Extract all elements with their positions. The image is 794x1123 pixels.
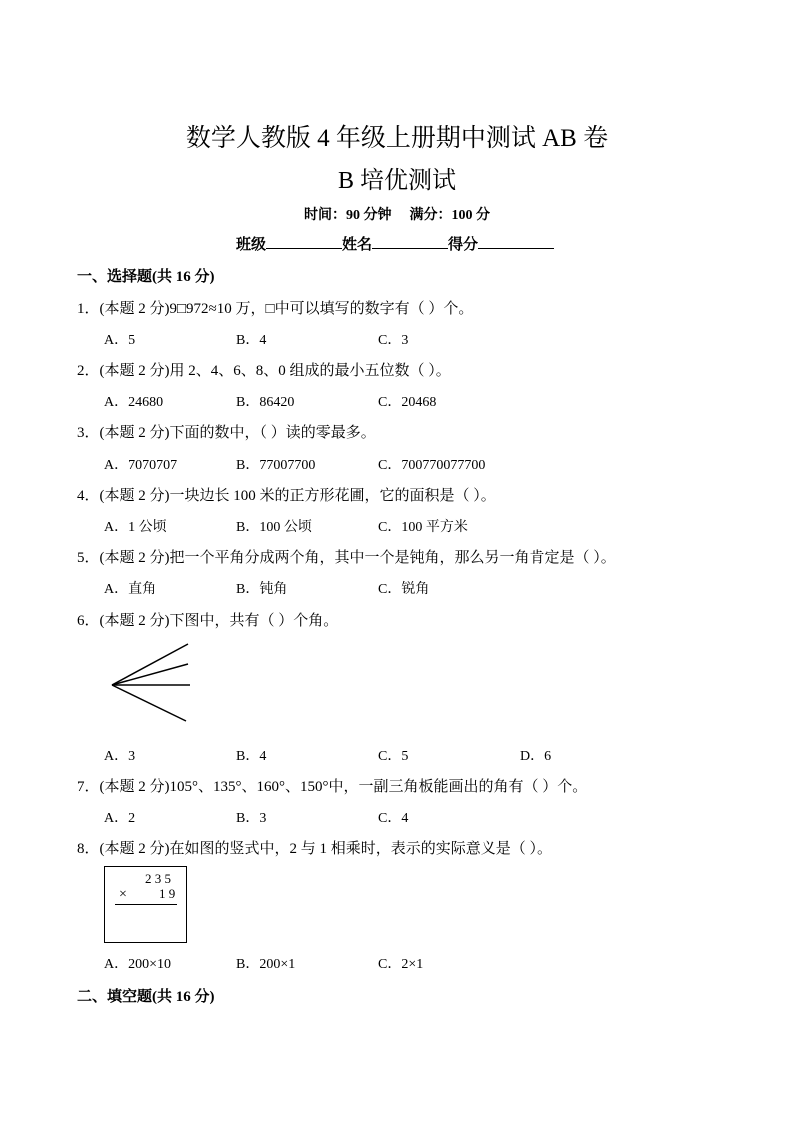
option[interactable]: A．3	[104, 749, 136, 764]
section-title: 一、选择题(共 16 分)	[77, 269, 215, 285]
option[interactable]: A．7070707	[104, 458, 178, 473]
option[interactable]: B．钝角	[236, 582, 288, 597]
option[interactable]: A．2	[104, 811, 136, 826]
option[interactable]: C．700770077700	[378, 458, 486, 473]
student-info-line	[236, 233, 554, 254]
times-sign: ×	[119, 887, 127, 902]
question-text: 4．(本题 2 分)一块边长 100 米的正方形花圃，它的面积是（ ）。	[77, 488, 496, 504]
multiplicand: 2 3 5	[145, 871, 171, 886]
option[interactable]: C．5	[378, 749, 409, 764]
option[interactable]: B．4	[236, 749, 267, 764]
option[interactable]: C．100 平方米	[378, 520, 468, 535]
option[interactable]: C．2×1	[378, 957, 424, 972]
ray	[112, 664, 188, 685]
vertical-multiplication-box	[104, 866, 187, 943]
option[interactable]: D．6	[520, 749, 552, 764]
exam-total-score: 满分：100 分	[409, 208, 490, 223]
section-title: 二、填空题(共 16 分)	[77, 989, 215, 1005]
option[interactable]: A．200×10	[104, 957, 172, 972]
option[interactable]: B．100 公顷	[236, 520, 312, 535]
page-title: 数学人教版 4 年级上册期中测试 AB 卷	[185, 125, 609, 152]
option[interactable]: C．20468	[378, 395, 437, 410]
option[interactable]: B．4	[236, 333, 267, 348]
option[interactable]: A．1 公顷	[104, 520, 167, 535]
multiplier: 1 9	[159, 886, 176, 901]
option[interactable]: B．86420	[236, 395, 295, 410]
question-text: 3．(本题 2 分)下面的数中，（ ）读的零最多。	[77, 425, 376, 441]
ray	[112, 685, 186, 721]
option[interactable]: B．77007700	[236, 458, 316, 473]
exam-meta	[0, 204, 794, 224]
class-label: 班级	[236, 237, 267, 253]
option[interactable]: A．5	[104, 333, 136, 348]
option[interactable]: A．直角	[104, 582, 157, 597]
question-text: 2．(本题 2 分)用 2、4、6、8、0 组成的最小五位数（ ）。	[77, 363, 451, 379]
score-blank[interactable]	[478, 234, 554, 249]
angle-rays-figure	[104, 638, 200, 728]
score-label: 得分	[448, 237, 479, 253]
option[interactable]: C．3	[378, 333, 409, 348]
option[interactable]: A．24680	[104, 395, 164, 410]
question-text: 1．(本题 2 分)9□972≈10 万，□中可以填写的数字有（ ）个。	[77, 301, 474, 317]
name-blank[interactable]	[372, 234, 448, 249]
name-label: 姓名	[342, 237, 373, 253]
option[interactable]: B．3	[236, 811, 267, 826]
question-text: 7．(本题 2 分)105°、135°、160°、150°中，一副三角板能画出的角有（ ）个。	[77, 779, 588, 795]
question-text: 5．(本题 2 分)把一个平角分成两个角，其中一个是钝角，那么另一角肯定是（ ）。	[77, 550, 616, 566]
option[interactable]: C．4	[378, 811, 409, 826]
exam-time: 时间：90 分钟	[304, 208, 392, 223]
sum-line	[115, 904, 177, 905]
question-text: 8．(本题 2 分)在如图的竖式中，2 与 1 相乘时，表示的实际意义是（ ）。	[77, 841, 552, 857]
page-subtitle: B 培优测试	[337, 168, 456, 194]
option[interactable]: C．锐角	[378, 582, 430, 597]
question-text: 6．(本题 2 分)下图中，共有（ ）个角。	[77, 613, 339, 629]
class-blank[interactable]	[266, 234, 342, 249]
ray	[112, 644, 188, 685]
option[interactable]: B．200×1	[236, 957, 296, 972]
